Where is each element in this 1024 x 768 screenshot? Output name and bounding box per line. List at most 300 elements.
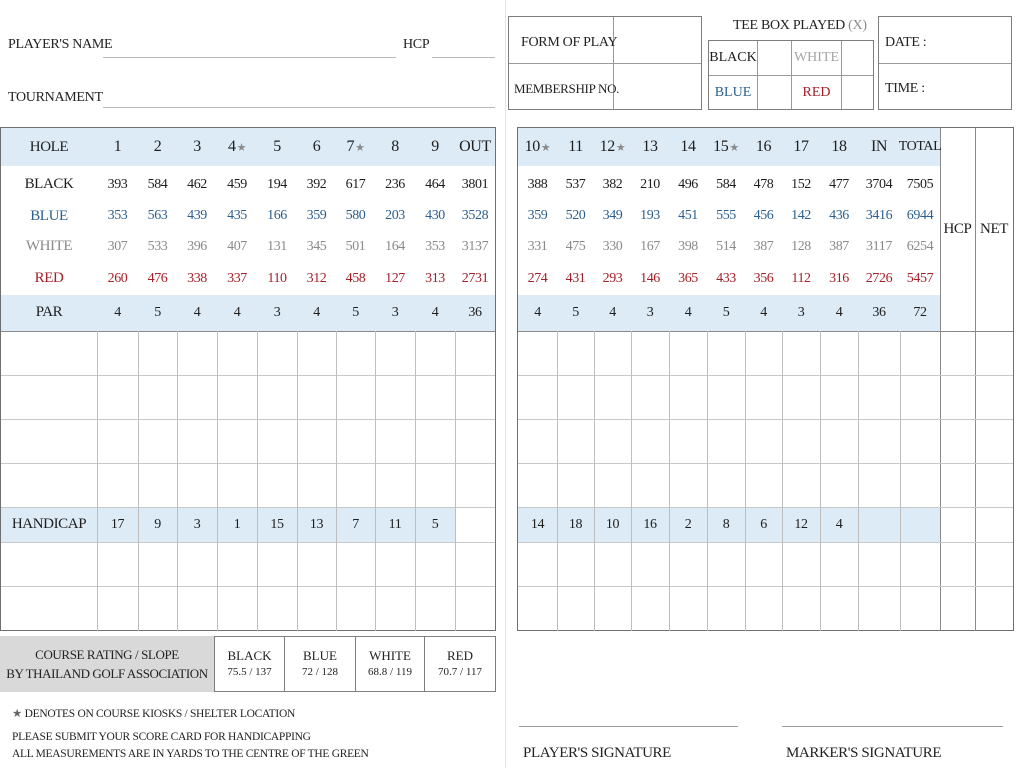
- back-score-cell[interactable]: [745, 419, 782, 463]
- front-handicap-cell: 3: [193, 516, 201, 532]
- back-score-cell[interactable]: [782, 331, 820, 375]
- back-par-cell: 4: [684, 304, 692, 320]
- back-par-cell: 4: [609, 304, 616, 320]
- front-blue-cell: 435: [227, 208, 247, 223]
- back-score-cell[interactable]: [900, 419, 940, 463]
- tee-white-label: WHITE: [793, 50, 840, 65]
- back-score-cell[interactable]: [782, 375, 820, 419]
- back-score-cell[interactable]: [975, 419, 1013, 463]
- front-score-cell[interactable]: [336, 331, 375, 375]
- back-score-cell[interactable]: [631, 586, 669, 631]
- back-white-cell: 167: [640, 238, 660, 254]
- front-score-cell[interactable]: [455, 419, 495, 463]
- back-red-cell: 365: [678, 270, 698, 286]
- back-black-cell: 478: [753, 176, 774, 192]
- back-score-cell[interactable]: [594, 542, 631, 586]
- front-par-cell: 5: [154, 304, 161, 320]
- tee-black-label: BLACK: [709, 50, 757, 65]
- front-score-cell[interactable]: [455, 375, 495, 419]
- front-par-cell: 4: [233, 304, 241, 320]
- front-handicap-cell: 13: [309, 516, 324, 532]
- front-score-cell[interactable]: [415, 419, 455, 463]
- tee-white-checkbox[interactable]: [842, 42, 872, 74]
- front-score-cell[interactable]: [455, 463, 495, 507]
- back-hole-number: 10: [524, 138, 540, 155]
- marker-signature-line[interactable]: [782, 726, 1003, 727]
- rating-black-name: BLACK: [227, 648, 272, 663]
- back-score-cell[interactable]: [631, 542, 669, 586]
- back-score-cell[interactable]: [858, 375, 900, 419]
- front-par-cell: 4: [193, 304, 201, 320]
- back-score-cell[interactable]: [707, 586, 745, 631]
- course-rating-title-1: COURSE RATING / SLOPE: [35, 647, 179, 662]
- back-score-cell[interactable]: [858, 542, 900, 586]
- back-score-cell[interactable]: [820, 331, 858, 375]
- date-time-box: [878, 16, 1012, 110]
- back-hole-number: 11: [568, 138, 583, 155]
- back-red-cell: 316: [829, 270, 849, 286]
- front-score-cell[interactable]: [217, 375, 257, 419]
- back-score-cell[interactable]: [518, 542, 557, 586]
- back-score-cell[interactable]: [594, 419, 631, 463]
- front-red-cell: 458: [345, 270, 366, 286]
- back-score-cell[interactable]: [669, 331, 707, 375]
- back-score-cell[interactable]: [940, 331, 975, 375]
- tee-box-title: [733, 18, 867, 34]
- back-blue-cell: 193: [640, 208, 660, 223]
- front-extra-score-cell[interactable]: [138, 586, 177, 630]
- back-score-cell[interactable]: [940, 542, 975, 586]
- tournament-field[interactable]: [103, 107, 495, 108]
- front-par-cell: 5: [352, 304, 359, 320]
- back-score-cell[interactable]: [557, 542, 594, 586]
- front-handicap-cell: 11: [388, 516, 402, 532]
- date-field[interactable]: [939, 21, 1009, 61]
- front-score-cell[interactable]: [217, 331, 257, 375]
- front-hole-5: [257, 128, 297, 166]
- front-hole-number: 4: [227, 138, 236, 155]
- back-red-cell: 431: [565, 270, 586, 286]
- player-signature-label: PLAYER'S SIGNATURE: [523, 745, 671, 761]
- hcp-label: HCP: [403, 37, 430, 52]
- front-score-cell[interactable]: [177, 375, 217, 419]
- front-extra-score-cell[interactable]: [455, 542, 495, 586]
- front-extra-score-cell[interactable]: [336, 542, 375, 586]
- back-score-cell[interactable]: [707, 419, 745, 463]
- back-score-cell[interactable]: [631, 463, 669, 507]
- front-extra-score-cell[interactable]: [177, 542, 217, 586]
- front-score-cell[interactable]: [138, 375, 177, 419]
- front-hole-number: 7: [346, 138, 355, 155]
- back-hole-10: [518, 128, 557, 166]
- back-score-cell[interactable]: [707, 331, 745, 375]
- front-white-row-label: WHITE: [25, 238, 73, 254]
- back-score-cell[interactable]: [940, 375, 975, 419]
- back-red-cell: 146: [640, 270, 660, 286]
- back-score-cell[interactable]: [631, 419, 669, 463]
- front-extra-score-cell[interactable]: [375, 586, 415, 630]
- back-hole-14: [669, 128, 707, 166]
- rating-black-value: 75.5 / 137: [227, 666, 272, 678]
- front-handicap-cell: 15: [270, 516, 284, 532]
- back-score-cell[interactable]: [745, 375, 782, 419]
- front-black-cell: 236: [385, 176, 405, 192]
- back-score-cell[interactable]: [557, 586, 594, 631]
- front-score-cell[interactable]: [297, 331, 336, 375]
- front-score-cell[interactable]: [375, 375, 415, 419]
- front-extra-score-cell[interactable]: [297, 542, 336, 586]
- back-handicap-cell: 16: [643, 516, 657, 532]
- back-score-cell[interactable]: [631, 331, 669, 375]
- back-nine-scorecard: [517, 127, 1014, 631]
- marker-signature-label: MARKER'S SIGNATURE: [786, 745, 942, 761]
- front-score-cell[interactable]: [217, 463, 257, 507]
- back-blue-cell: 349: [602, 208, 623, 223]
- back-score-cell[interactable]: [782, 586, 820, 631]
- front-score-cell[interactable]: [138, 331, 177, 375]
- front-score-cell[interactable]: [97, 375, 138, 419]
- back-net-header: NET: [980, 221, 1008, 237]
- back-score-cell[interactable]: [669, 375, 707, 419]
- kiosk-star-icon: ★: [540, 141, 551, 154]
- front-blue-cell: 563: [147, 208, 168, 223]
- front-hole-number: 6: [312, 138, 321, 155]
- back-score-cell[interactable]: [557, 463, 594, 507]
- front-score-cell[interactable]: [257, 375, 297, 419]
- front-extra-score-cell[interactable]: [336, 586, 375, 630]
- back-score-cell[interactable]: [858, 419, 900, 463]
- back-hole-number: 12: [599, 138, 615, 155]
- membership-label: MEMBERSHIP NO.: [514, 81, 620, 96]
- front-extra-score-cell[interactable]: [375, 542, 415, 586]
- course-rating-heading: [0, 636, 214, 692]
- back-score-cell[interactable]: [518, 331, 557, 375]
- rating-red-value: 70.7 / 117: [438, 666, 482, 678]
- front-red-cell: 110: [267, 270, 287, 286]
- front-handicap-cell: 9: [154, 516, 161, 532]
- back-black-cell: 477: [829, 176, 849, 192]
- tee-blue-label: BLUE: [714, 85, 752, 100]
- front-hole-1: [97, 128, 138, 166]
- hcp-field[interactable]: [432, 57, 495, 58]
- back-red-cell: 274: [527, 270, 548, 286]
- front-blue-cell: 353: [107, 208, 128, 223]
- front-score-cell[interactable]: [257, 331, 297, 375]
- player-signature-line[interactable]: [519, 726, 738, 727]
- back-white-cell: 387: [829, 238, 849, 254]
- back-red-cell: 356: [753, 270, 774, 286]
- back-score-cell[interactable]: [745, 542, 782, 586]
- back-score-cell[interactable]: [669, 419, 707, 463]
- front-score-cell[interactable]: [257, 419, 297, 463]
- back-score-cell[interactable]: [745, 586, 782, 631]
- front-hole-number: 1: [113, 138, 122, 155]
- back-score-cell[interactable]: [940, 463, 975, 507]
- front-blue-cell: 439: [187, 208, 207, 223]
- back-hole-13: [631, 128, 669, 166]
- front-hole-number: 2: [153, 138, 162, 155]
- back-blue-cell: 142: [791, 208, 811, 223]
- back-score-cell[interactable]: [975, 586, 1013, 631]
- back-score-cell[interactable]: [858, 331, 900, 375]
- back-score-cell[interactable]: [707, 542, 745, 586]
- front-par-cell: 36: [468, 304, 482, 320]
- back-score-cell[interactable]: [820, 375, 858, 419]
- front-score-cell[interactable]: [375, 463, 415, 507]
- back-score-cell[interactable]: [707, 463, 745, 507]
- back-blue-cell: 6944: [906, 208, 934, 223]
- front-red-cell: 476: [147, 270, 168, 286]
- back-hole-11: [557, 128, 594, 166]
- front-score-cell[interactable]: [336, 375, 375, 419]
- rating-blue-name: BLUE: [303, 648, 337, 663]
- front-black-cell: 462: [187, 176, 207, 192]
- back-black-cell: 496: [678, 176, 698, 192]
- front-score-cell[interactable]: [375, 331, 415, 375]
- note-submit: PLEASE SUBMIT YOUR SCORE CARD FOR HANDICAPPING: [12, 731, 311, 743]
- back-score-cell[interactable]: [518, 375, 557, 419]
- back-score-cell[interactable]: [900, 463, 940, 507]
- back-score-cell[interactable]: [518, 586, 557, 631]
- back-score-cell[interactable]: [557, 331, 594, 375]
- front-score-cell[interactable]: [415, 463, 455, 507]
- back-handicap-cell: 2: [684, 516, 692, 532]
- front-white-cell: 345: [306, 238, 327, 254]
- back-black-cell: 152: [791, 176, 811, 192]
- front-score-cell[interactable]: [138, 419, 177, 463]
- front-extra-score-cell[interactable]: [97, 586, 138, 630]
- back-score-cell[interactable]: [782, 463, 820, 507]
- back-hole-TOTAL: [900, 128, 940, 166]
- front-handicap-row-label: HANDICAP: [11, 516, 87, 532]
- front-extra-score-cell[interactable]: [138, 542, 177, 586]
- back-score-cell[interactable]: [745, 463, 782, 507]
- back-score-cell[interactable]: [669, 586, 707, 631]
- back-score-cell[interactable]: [940, 586, 975, 631]
- back-handicap-cell: 12: [794, 516, 808, 532]
- front-score-cell[interactable]: [177, 419, 217, 463]
- front-handicap-cell: 17: [110, 516, 125, 532]
- back-hole-IN: [858, 128, 900, 166]
- back-score-cell[interactable]: [940, 419, 975, 463]
- front-score-cell[interactable]: [336, 419, 375, 463]
- front-white-cell: 164: [385, 238, 405, 254]
- back-hole-16: [745, 128, 782, 166]
- back-score-cell[interactable]: [975, 375, 1013, 419]
- back-blue-cell: 436: [829, 208, 849, 223]
- rating-red: [425, 636, 496, 692]
- front-hole-number: 5: [273, 138, 281, 155]
- front-hole-4: [217, 128, 257, 166]
- front-black-cell: 617: [345, 176, 366, 192]
- front-score-cell[interactable]: [138, 463, 177, 507]
- back-score-cell[interactable]: [745, 331, 782, 375]
- back-white-cell: 6254: [906, 238, 934, 254]
- back-score-cell[interactable]: [557, 375, 594, 419]
- front-hole-number: 8: [391, 138, 399, 155]
- back-score-cell[interactable]: [594, 331, 631, 375]
- front-score-cell[interactable]: [455, 331, 495, 375]
- front-score-cell[interactable]: [297, 419, 336, 463]
- tournament-label: TOURNAMENT: [8, 90, 103, 105]
- back-score-cell[interactable]: [820, 419, 858, 463]
- back-blue-cell: 520: [565, 208, 586, 223]
- rating-blue-value: 72 / 128: [301, 666, 339, 678]
- front-handicap-cell: 7: [352, 516, 359, 532]
- front-black-cell: 3801: [461, 176, 489, 192]
- back-score-cell[interactable]: [820, 586, 858, 631]
- back-score-cell[interactable]: [782, 542, 820, 586]
- front-extra-score-cell[interactable]: [415, 542, 455, 586]
- back-score-cell[interactable]: [594, 375, 631, 419]
- back-score-cell[interactable]: [858, 586, 900, 631]
- back-blue-cell: 359: [527, 208, 548, 223]
- back-par-cell: 5: [722, 304, 730, 320]
- front-score-cell[interactable]: [415, 331, 455, 375]
- front-score-cell[interactable]: [177, 463, 217, 507]
- tee-red-checkbox[interactable]: [842, 77, 872, 108]
- front-handicap-cell: 5: [431, 516, 439, 532]
- back-score-cell[interactable]: [518, 419, 557, 463]
- back-par-cell: 4: [760, 304, 767, 320]
- rating-white-value: 68.8 / 119: [368, 666, 412, 678]
- front-blue-cell: 359: [306, 208, 327, 223]
- back-score-cell[interactable]: [975, 463, 1013, 507]
- back-blue-cell: 456: [753, 208, 774, 223]
- front-extra-score-cell[interactable]: [415, 586, 455, 630]
- back-hole-18: [820, 128, 858, 166]
- front-white-cell: 353: [425, 238, 445, 254]
- back-red-cell: 112: [791, 270, 811, 286]
- time-field[interactable]: [939, 67, 1009, 107]
- back-hole-number: 16: [755, 138, 772, 155]
- form-box-row-divider: [509, 63, 701, 64]
- front-extra-score-cell[interactable]: [297, 586, 336, 630]
- front-score-cell[interactable]: [375, 419, 415, 463]
- back-blue-cell: 451: [678, 208, 698, 223]
- back-par-cell: 4: [835, 304, 843, 320]
- tee-box-title-text: TEE BOX PLAYED: [733, 18, 845, 33]
- back-score-cell[interactable]: [518, 463, 557, 507]
- front-score-cell[interactable]: [97, 419, 138, 463]
- front-score-cell[interactable]: [177, 331, 217, 375]
- front-extra-score-cell[interactable]: [257, 586, 297, 630]
- front-hole-8: [375, 128, 415, 166]
- player-name-label: PLAYER'S NAME: [8, 37, 113, 52]
- rating-white-name: WHITE: [369, 648, 411, 663]
- back-score-cell[interactable]: [557, 419, 594, 463]
- front-extra-score-cell[interactable]: [257, 542, 297, 586]
- membership-field[interactable]: [615, 65, 700, 108]
- back-score-cell[interactable]: [594, 463, 631, 507]
- front-hole-2: [138, 128, 177, 166]
- kiosk-star-icon: ★: [355, 141, 365, 154]
- front-hole-3: [177, 128, 217, 166]
- front-blue-cell: 166: [267, 208, 287, 223]
- front-white-cell: 501: [345, 238, 366, 254]
- back-white-cell: 387: [753, 238, 774, 254]
- back-hcp-header: HCP: [943, 221, 972, 237]
- front-extra-score-cell[interactable]: [455, 586, 495, 630]
- back-score-cell[interactable]: [782, 419, 820, 463]
- back-score-cell[interactable]: [858, 463, 900, 507]
- back-score-cell[interactable]: [594, 586, 631, 631]
- time-label: TIME :: [885, 81, 925, 96]
- tee-box-mark: (X): [848, 18, 867, 33]
- front-score-cell[interactable]: [415, 375, 455, 419]
- front-hole-6: [297, 128, 336, 166]
- back-score-cell[interactable]: [707, 375, 745, 419]
- back-par-cell: 5: [572, 304, 579, 320]
- front-red-row-label: RED: [34, 270, 64, 286]
- back-score-cell[interactable]: [820, 463, 858, 507]
- back-hole-number: 13: [642, 138, 658, 155]
- back-red-cell: 5457: [906, 270, 934, 286]
- back-score-cell[interactable]: [631, 375, 669, 419]
- note-kiosk-text: DENOTES ON COURSE KIOSKS / SHELTER LOCATION: [24, 708, 295, 720]
- note-kiosk: [12, 706, 295, 720]
- front-score-cell[interactable]: [97, 331, 138, 375]
- front-score-cell[interactable]: [257, 463, 297, 507]
- back-black-cell: 537: [565, 176, 586, 192]
- front-score-cell[interactable]: [336, 463, 375, 507]
- front-blue-cell: 580: [345, 208, 366, 223]
- back-hole-number: 17: [793, 138, 809, 155]
- back-score-cell[interactable]: [820, 542, 858, 586]
- back-score-cell[interactable]: [900, 331, 940, 375]
- front-extra-score-cell[interactable]: [217, 586, 257, 630]
- back-handicap-cell: 18: [568, 516, 583, 532]
- back-score-cell[interactable]: [669, 542, 707, 586]
- back-score-cell[interactable]: [900, 586, 940, 631]
- back-score-cell[interactable]: [900, 375, 940, 419]
- player-name-field[interactable]: [103, 57, 396, 58]
- front-extra-score-cell[interactable]: [97, 542, 138, 586]
- front-extra-score-cell[interactable]: [177, 586, 217, 630]
- back-score-cell[interactable]: [900, 542, 940, 586]
- front-score-cell[interactable]: [97, 463, 138, 507]
- front-blue-cell: 3528: [461, 208, 489, 223]
- back-white-cell: 3117: [866, 238, 892, 254]
- back-score-cell[interactable]: [975, 331, 1013, 375]
- front-extra-score-cell[interactable]: [217, 542, 257, 586]
- back-par-cell: 36: [872, 304, 886, 320]
- back-score-cell[interactable]: [669, 463, 707, 507]
- front-score-cell[interactable]: [217, 419, 257, 463]
- page-fold-divider: [505, 0, 506, 768]
- front-hole-row-label: HOLE: [29, 138, 69, 155]
- back-black-cell: 210: [640, 176, 660, 192]
- front-score-cell[interactable]: [297, 375, 336, 419]
- front-white-cell: 307: [107, 238, 128, 254]
- front-score-cell[interactable]: [297, 463, 336, 507]
- tee-red-label: RED: [802, 85, 831, 100]
- kiosk-star-icon: ★: [729, 141, 739, 154]
- form-of-play-label: FORM OF PLAY: [521, 35, 618, 50]
- front-par-cell: 3: [273, 304, 281, 320]
- back-hole-number: 14: [680, 138, 696, 155]
- back-hole-15: [707, 128, 745, 166]
- tee-blue-checkbox[interactable]: [758, 77, 790, 108]
- front-hole-number: 9: [431, 138, 439, 155]
- form-of-play-field[interactable]: [615, 18, 700, 62]
- back-score-cell[interactable]: [975, 542, 1013, 586]
- front-handicap-cell: 1: [233, 516, 241, 532]
- front-black-cell: 194: [267, 176, 287, 192]
- front-par-cell: 4: [431, 304, 439, 320]
- tee-black-checkbox[interactable]: [758, 42, 790, 74]
- form-of-play-box: [508, 16, 702, 110]
